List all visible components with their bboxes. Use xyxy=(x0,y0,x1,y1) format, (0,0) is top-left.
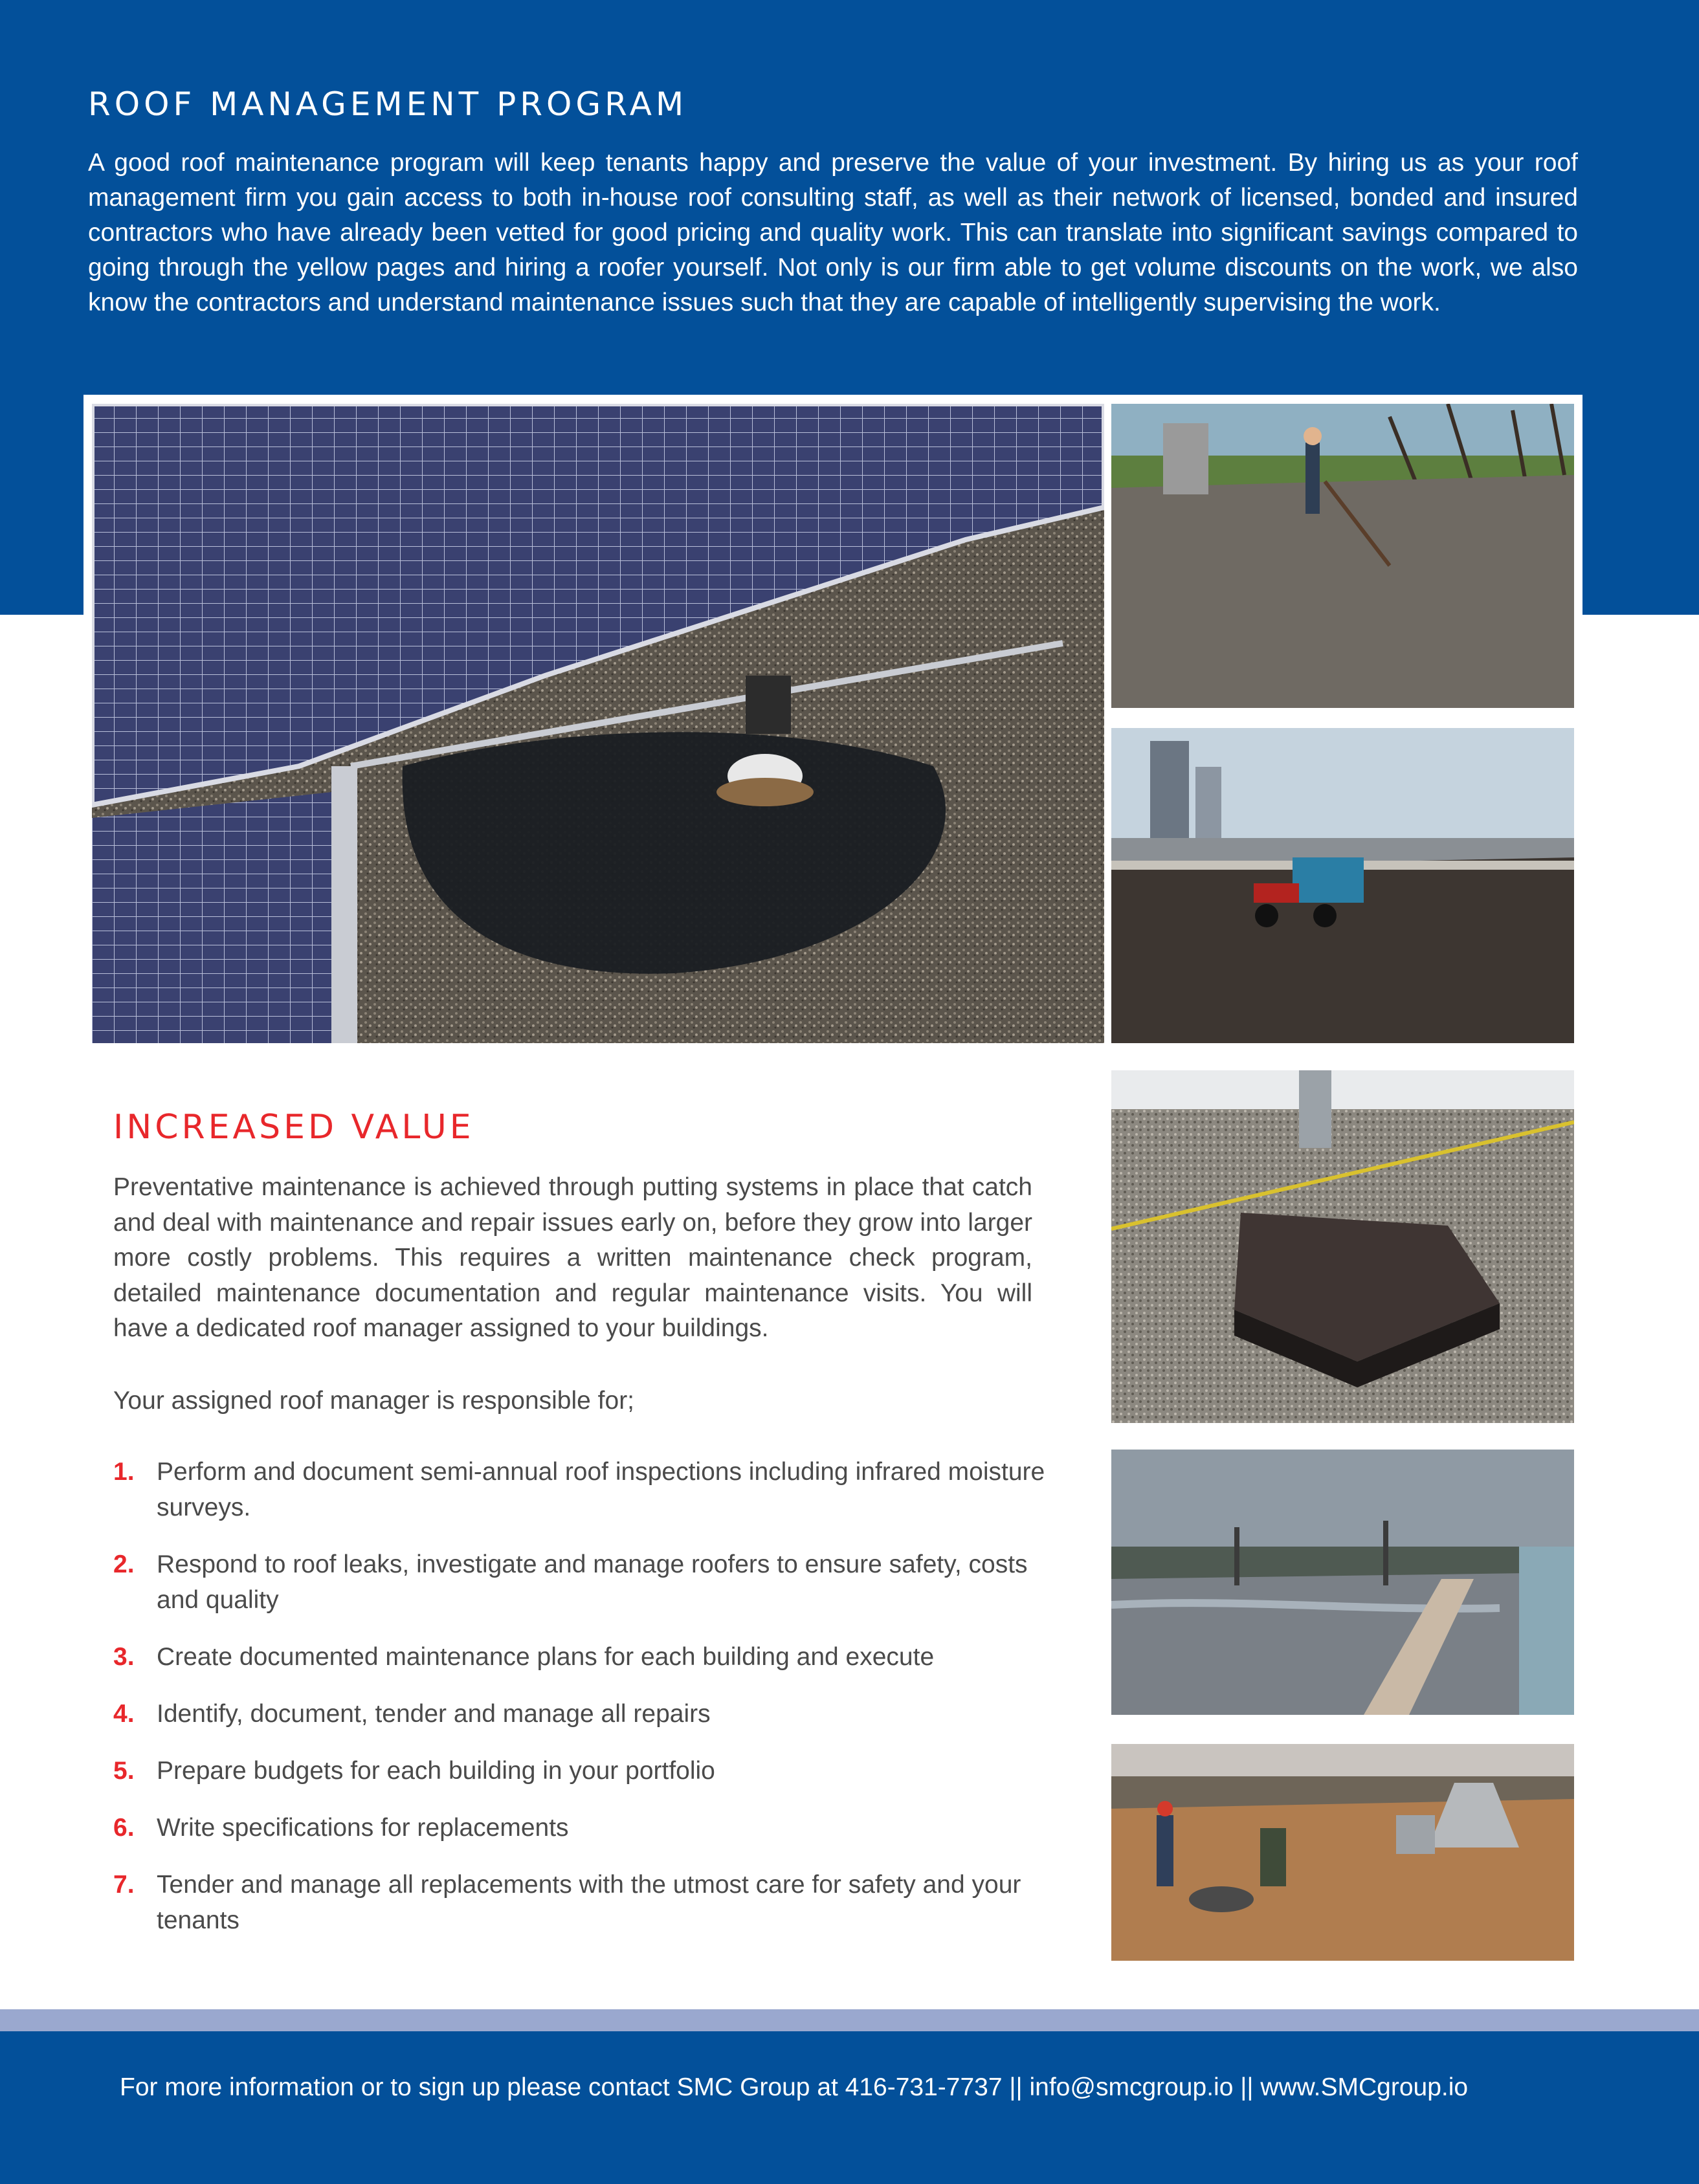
footer xyxy=(0,2031,1699,2184)
list-item xyxy=(113,1696,1045,1732)
page-title: ROOF MANAGEMENT PROGRAM xyxy=(88,85,688,123)
list-item-text: Identify, document, tender and manage all repairs xyxy=(157,1700,711,1728)
list-item-text: Create documented maintenance plans for each building and execute xyxy=(157,1643,935,1671)
intro-paragraph: A good roof maintenance program will keep tenants happy and preserve the value of your investment. By hiring us as your roof management firm you gain access to both in-house roof consulting staff, as well as their network of licensed, bonded and insured contractors who have already been vetted for good pricing and quality work. This can translate into significant savings compared to going through the yellow pages and hiring a roofer yourself. Not only is our firm able to get volume discounts on the work, we also know the contractors and understand maintenance issues such that they are capable of intelligently supervising the work. xyxy=(88,149,1578,316)
section-body: Preventative maintenance is achieved through putting systems in place that catch and deal with maintenance and repair issues early on, before they grow into larger more costly problems. This requires a written maintenance check program, detailed maintenance documentation and regular maintenance visits. You will have a dedicated roof manager assigned to your buildings. xyxy=(113,1173,1032,1342)
list-number: 5. xyxy=(113,1757,135,1785)
list-item xyxy=(113,1810,1045,1846)
worker-sweeping-roof-photo xyxy=(1111,404,1574,714)
workers-roof-repair-photo xyxy=(1111,1744,1574,1961)
list-number: 6. xyxy=(113,1814,135,1842)
footer-contact-text: For more information or to sign up please contact SMC Group at 416-731-7737 || info@smcgroup.io || www.SMCgroup.io xyxy=(120,2073,1469,2101)
list-item-text: Perform and document semi-annual roof inspections including infrared moisture surveys. xyxy=(157,1458,1045,1521)
wet-flat-roof-photo xyxy=(1111,1450,1574,1715)
flat-roof-equipment-photo xyxy=(1111,728,1574,1043)
section-title: INCREASED VALUE xyxy=(113,1108,474,1147)
responsibilities-lead: Your assigned roof manager is responsible for; xyxy=(113,1387,635,1415)
list-item xyxy=(113,1547,1045,1618)
list-number: 3. xyxy=(113,1643,135,1671)
responsibilities-list xyxy=(113,1454,1045,1959)
list-item xyxy=(113,1639,1045,1675)
list-number: 1. xyxy=(113,1458,135,1486)
list-number: 2. xyxy=(113,1550,135,1578)
list-item-text: Tender and manage all replacements with the utmost care for safety and your tenants xyxy=(157,1871,1021,1934)
footer-divider xyxy=(0,2009,1699,2031)
list-item-text: Prepare budgets for each building in your portfolio xyxy=(157,1757,715,1785)
list-number: 7. xyxy=(113,1871,135,1899)
list-item-text: Write specifications for replacements xyxy=(157,1814,569,1842)
list-item xyxy=(113,1753,1045,1789)
list-item xyxy=(113,1454,1045,1525)
solar-roof-drain-photo xyxy=(92,404,1104,1043)
list-number: 4. xyxy=(113,1700,135,1728)
list-item-text: Respond to roof leaks, investigate and manage roofers to ensure safety, costs and quality xyxy=(157,1550,1028,1614)
list-item xyxy=(113,1867,1045,1938)
roof-hatch-gravel-photo xyxy=(1111,1070,1574,1423)
